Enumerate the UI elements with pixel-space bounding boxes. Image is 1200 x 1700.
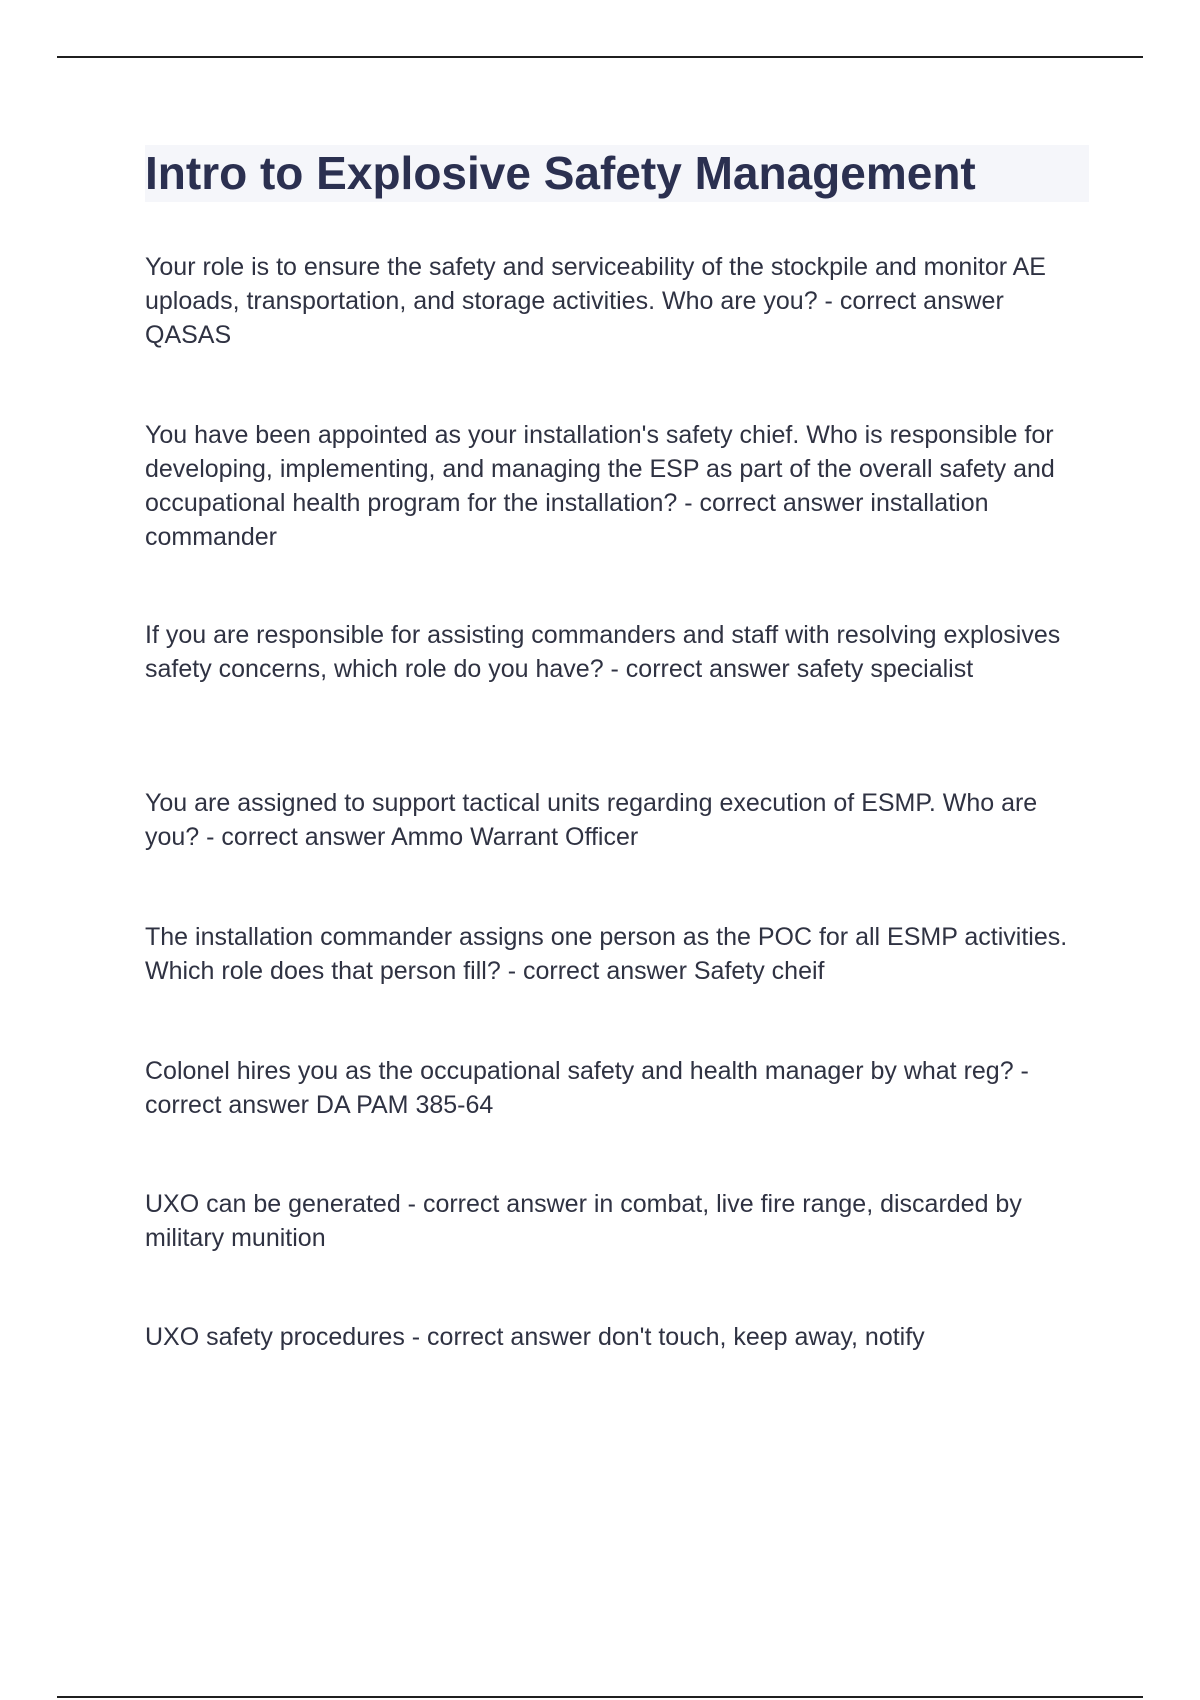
qa-answer: in combat, live fire range, discarded by military munition [145,1190,1022,1252]
qa-separator: - correct answer [677,489,871,517]
qa-question: You have been appointed as your installation's safety chief. Who is responsible for developing, implementing, and managing the ESP as part of the overall safety and occupational health program for the installation? [145,421,1055,517]
qa-item [145,418,1095,554]
qa-separator: - correct answer [404,1323,598,1351]
qa-answer: Ammo Warrant Officer [390,823,639,851]
qa-item [145,250,1095,352]
qa-item [145,920,1095,988]
qa-question: Colonel hires you as the occupational safety and health manager by what reg? [145,1057,1014,1085]
qa-item [145,618,1095,686]
qa-separator: - correct answer [400,1190,594,1218]
qa-question: UXO can be generated [145,1190,401,1218]
bottom-rule [57,1696,1143,1698]
qa-answer: QASAS [145,321,232,349]
qa-item [145,786,1095,854]
qa-answer: don't touch, keep away, notify [597,1323,925,1351]
top-rule [57,56,1143,58]
qa-item [145,1054,1095,1122]
qa-answer: safety specialist [796,655,974,683]
qa-separator: - correct answer [145,1057,1029,1119]
qa-answer: Safety cheif [693,957,825,985]
qa-separator: - correct answer [500,957,694,985]
qa-separator: - correct answer [817,287,1004,315]
qa-question: Your role is to ensure the safety and serviceability of the stockpile and monitor AE uploads, transportation, and storage activities. Who are you? [145,253,1046,315]
qa-item [145,1187,1095,1255]
qa-separator: - correct answer [199,823,391,851]
qa-question: You are assigned to support tactical units regarding execution of ESMP. Who are you? [145,789,1038,851]
qa-question: UXO safety procedures [145,1323,405,1351]
qa-separator: - correct answer [603,655,797,683]
qa-question: The installation commander assigns one person as the POC for all ESMP activities. Which role does that person fill? [145,923,1068,985]
qa-item [145,1320,1095,1354]
qa-answer: installation commander [145,489,989,551]
qa-question: If you are responsible for assisting commanders and staff with resolving explosives safety concerns, which role do you have? [145,621,1061,683]
qa-answer: DA PAM 385-64 [315,1091,494,1119]
page-title: Intro to Explosive Safety Management [145,147,976,199]
